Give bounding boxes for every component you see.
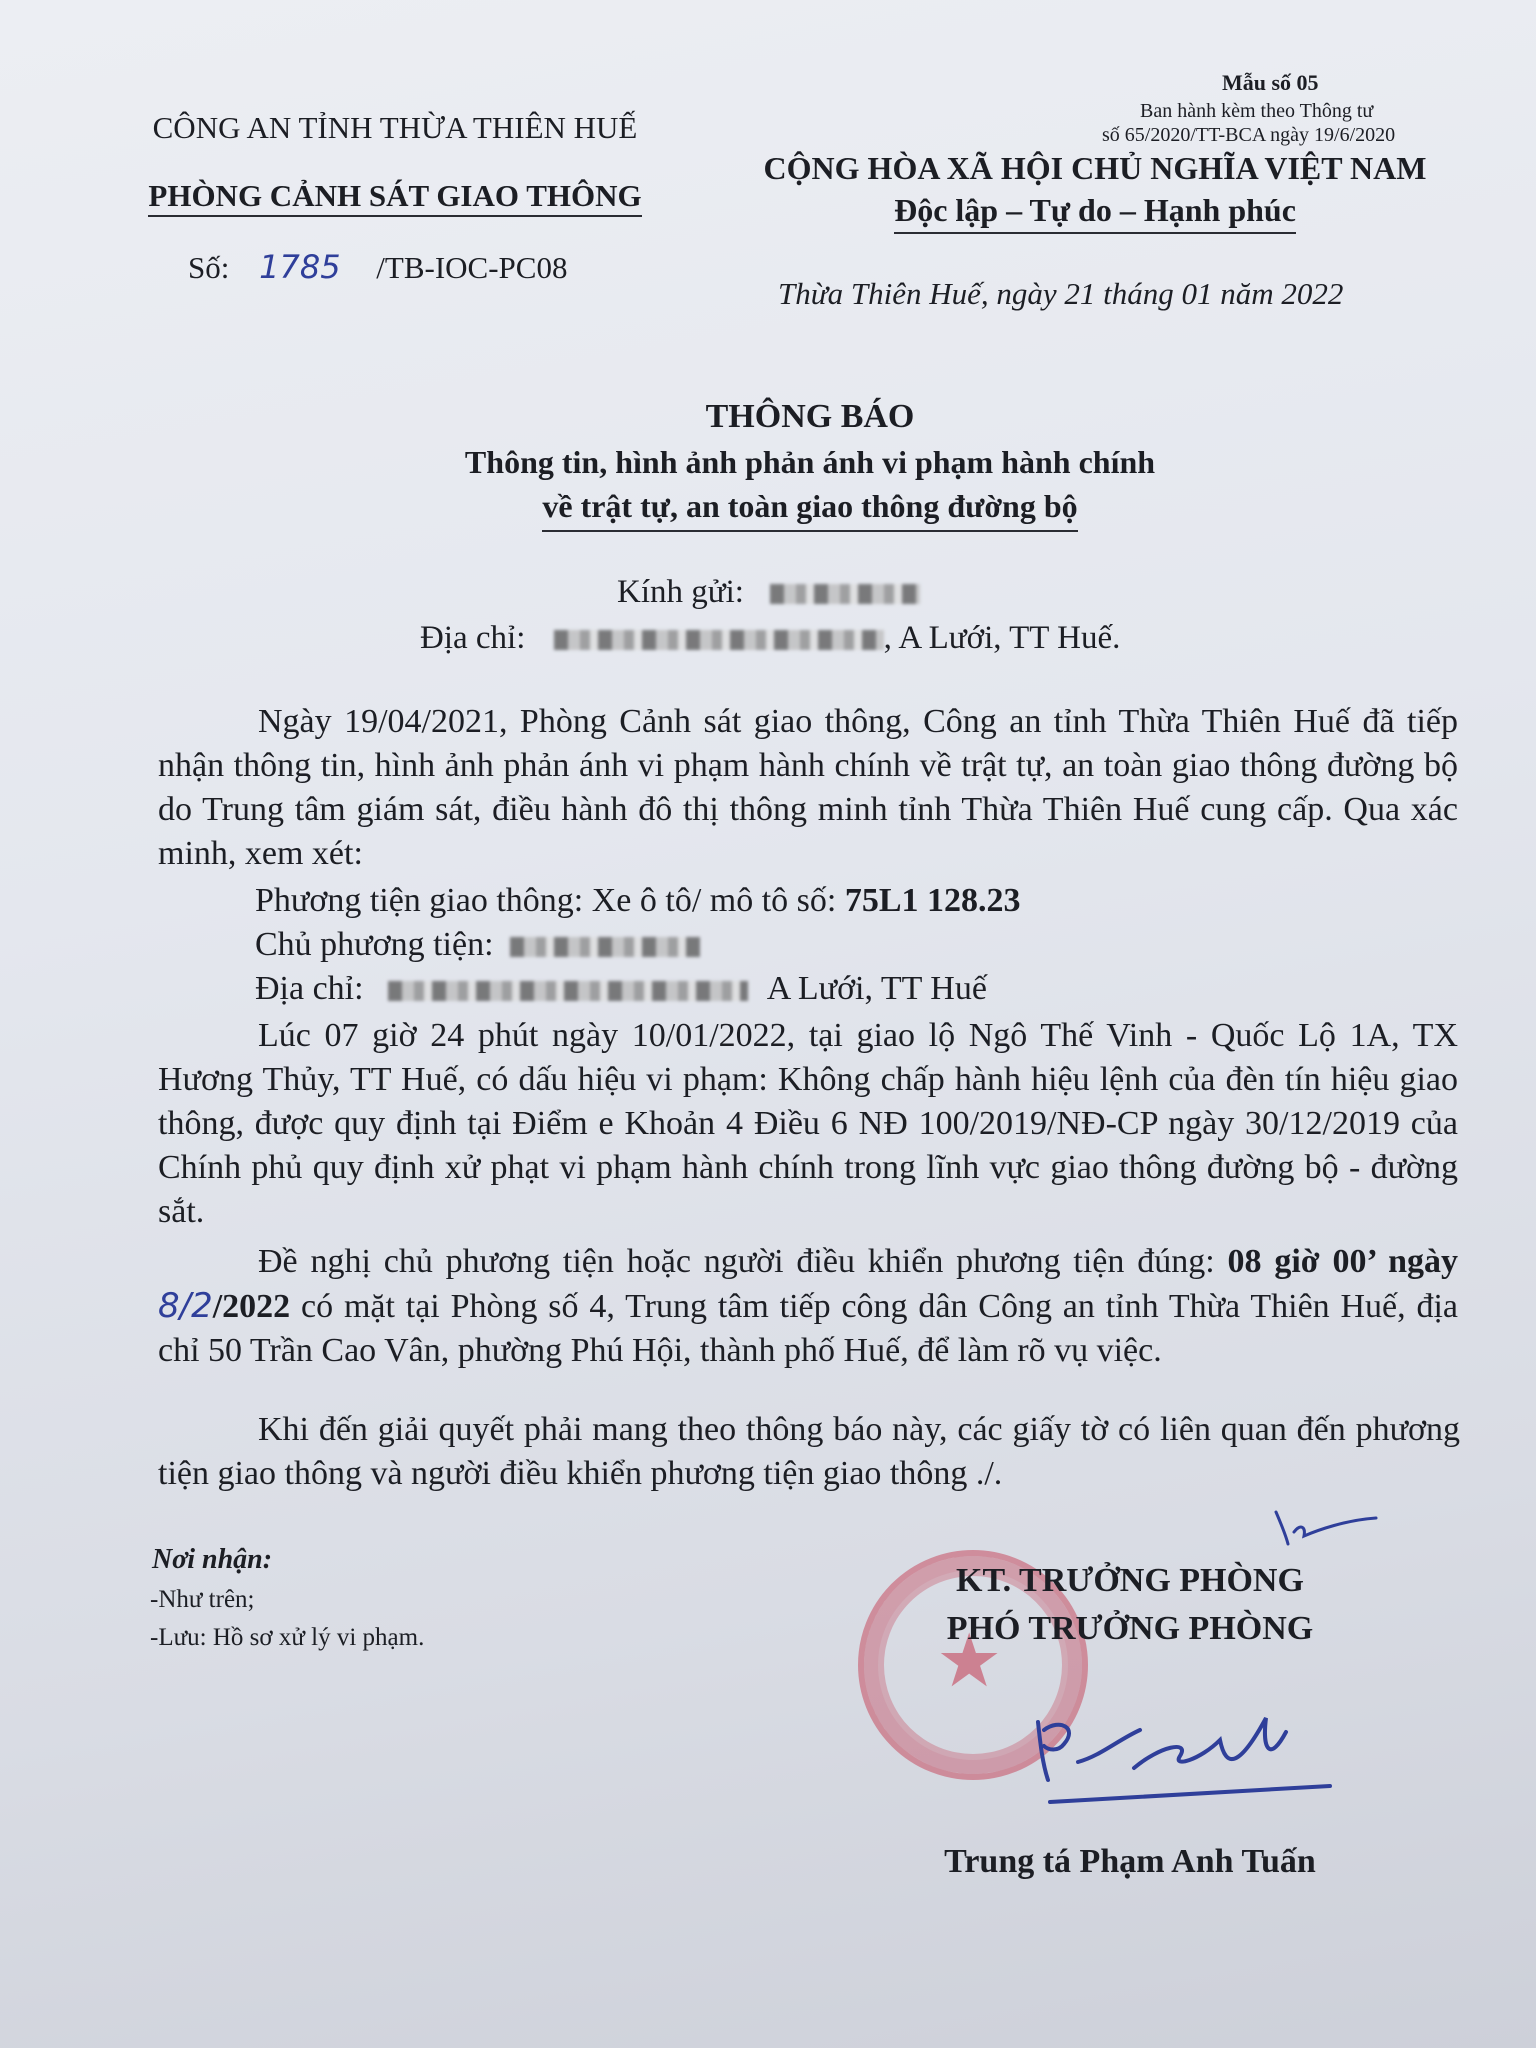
redacted-recipient-address: [554, 630, 884, 650]
nation-title: CỘNG HÒA XÃ HỘI CHỦ NGHĨA VIỆT NAM: [763, 150, 1427, 186]
redacted-owner-name: [510, 937, 700, 957]
doc-number-label: Số:: [188, 250, 230, 285]
form-issued-line1: Ban hành kèm theo Thông tư: [1140, 100, 1374, 122]
summons-date-handwritten: 8/2: [158, 1286, 213, 1326]
recipient-address-label: Địa chỉ:: [420, 620, 526, 656]
document-title: THÔNG BÁO: [705, 398, 915, 435]
summons-intro: Đề nghị chủ phương tiện hoặc người điều khiển phương tiện đúng:: [258, 1243, 1215, 1280]
owner-address-label: Địa chỉ:: [255, 970, 364, 1007]
vehicle-label: Phương tiện giao thông: Xe ô tô/ mô tô số:: [255, 882, 837, 919]
handwritten-signature: [1030, 1700, 1350, 1810]
recipient-address-tail: , A Lưới, TT Huế.: [883, 620, 1121, 656]
document-subtitle-2: [0, 488, 1536, 525]
recipients-item-2: -Lưu: Hồ sơ xử lý vi phạm.: [150, 1624, 425, 1651]
summons-location: có mặt tại Phòng số 4, Trung tâm tiếp công dân Công an tỉnh Thừa Thiên Huế, địa chỉ 50 Trần Cao Vân, phường Phú Hội, thành phố Huế, để làm rõ vụ việc.: [158, 1288, 1459, 1369]
place-date: Thừa Thiên Huế, ngày 21 tháng 01 năm 2022: [778, 276, 1344, 311]
org-department-label: PHÒNG CẢNH SÁT GIAO THÔNG: [148, 178, 641, 217]
body-paragraph-2: Lúc 07 giờ 24 phút ngày 10/01/2022, tại giao lộ Ngô Thế Vinh - Quốc Lộ 1A, TX Hương Thủy, TT Huế, có dấu hiệu vi phạm: Không chấp hành hiệu lệnh của đèn tín hiệu giao thông, được quy định tại Điểm e Khoản 4 Điều 6 NĐ 100/2019/NĐ-CP ngày 30/12/2019 của Chính phủ quy định xử phạt vi phạm hành chính trong lĩnh vực giao thông đường bộ - đường sắt.: [158, 1017, 1458, 1230]
form-number: Mẫu số 05: [1222, 70, 1319, 95]
signature-title-2: PHÓ TRƯỞNG PHÒNG: [946, 1610, 1314, 1647]
vehicle-row: [255, 882, 1021, 920]
redacted-owner-address: [388, 981, 748, 1001]
signatory-name: Trung tá Phạm Anh Tuấn: [944, 1843, 1316, 1880]
org-department: [100, 178, 690, 214]
owner-address-tail: A Lưới, TT Huế: [766, 970, 987, 1007]
body-paragraph-4: Khi đến giải quyết phải mang theo thông báo này, các giấy tờ có liên quan đến phương tiện giao thông và người điều khiển phương tiện giao thông ./.: [158, 1411, 1460, 1492]
summons-date-year: /2022: [212, 1288, 291, 1325]
document-subtitle-2-text: về trật tự, an toàn giao thông đường bộ: [542, 488, 1077, 532]
redacted-recipient-name: [770, 584, 920, 604]
org-parent: CÔNG AN TỈNH THỪA THIÊN HUẾ: [152, 110, 638, 145]
recipients-item-1: -Như trên;: [150, 1586, 255, 1613]
form-issued-line2: số 65/2020/TT-BCA ngày 19/6/2020: [1102, 124, 1396, 146]
nation-motto-text: Độc lập – Tự do – Hạnh phúc: [894, 192, 1296, 234]
owner-address-row: [255, 970, 987, 1008]
owner-label: Chủ phương tiện:: [255, 926, 494, 963]
recipient-to-label: Kính gửi:: [617, 574, 744, 610]
summons-time: 08 giờ 00’ ngày: [1227, 1243, 1459, 1280]
recipient-to: [617, 574, 920, 611]
star-icon: ★: [936, 1618, 1003, 1704]
owner-row: [255, 926, 700, 964]
signature-title-1: KT. TRƯỞNG PHÒNG: [956, 1562, 1304, 1599]
doc-number-handwritten: 1785: [259, 248, 341, 286]
body-paragraph-1: Ngày 19/04/2021, Phòng Cảnh sát giao thông, Công an tỉnh Thừa Thiên Huế đã tiếp nhận thông tin, hình ảnh phản ánh vi phạm hành chính về trật tự, an toàn giao thông đường bộ do Trung tâm giám sát, điều hành đô thị thông minh tỉnh Thừa Thiên Huế cung cấp. Qua xác minh, xem xét:: [158, 703, 1458, 872]
vehicle-plate: 75L1 128.23: [844, 882, 1021, 919]
document-subtitle-1: Thông tin, hình ảnh phản ánh vi phạm hành chính: [464, 444, 1156, 480]
doc-number-row: [188, 248, 567, 286]
doc-number-suffix: /TB-IOC-PC08: [376, 250, 568, 285]
body-paragraph-3: [158, 1240, 1458, 1373]
initials-mark: [1266, 1496, 1386, 1552]
recipients-title: Nơi nhận:: [152, 1544, 273, 1575]
nation-motto: [720, 192, 1470, 229]
recipient-address: [420, 620, 1120, 657]
